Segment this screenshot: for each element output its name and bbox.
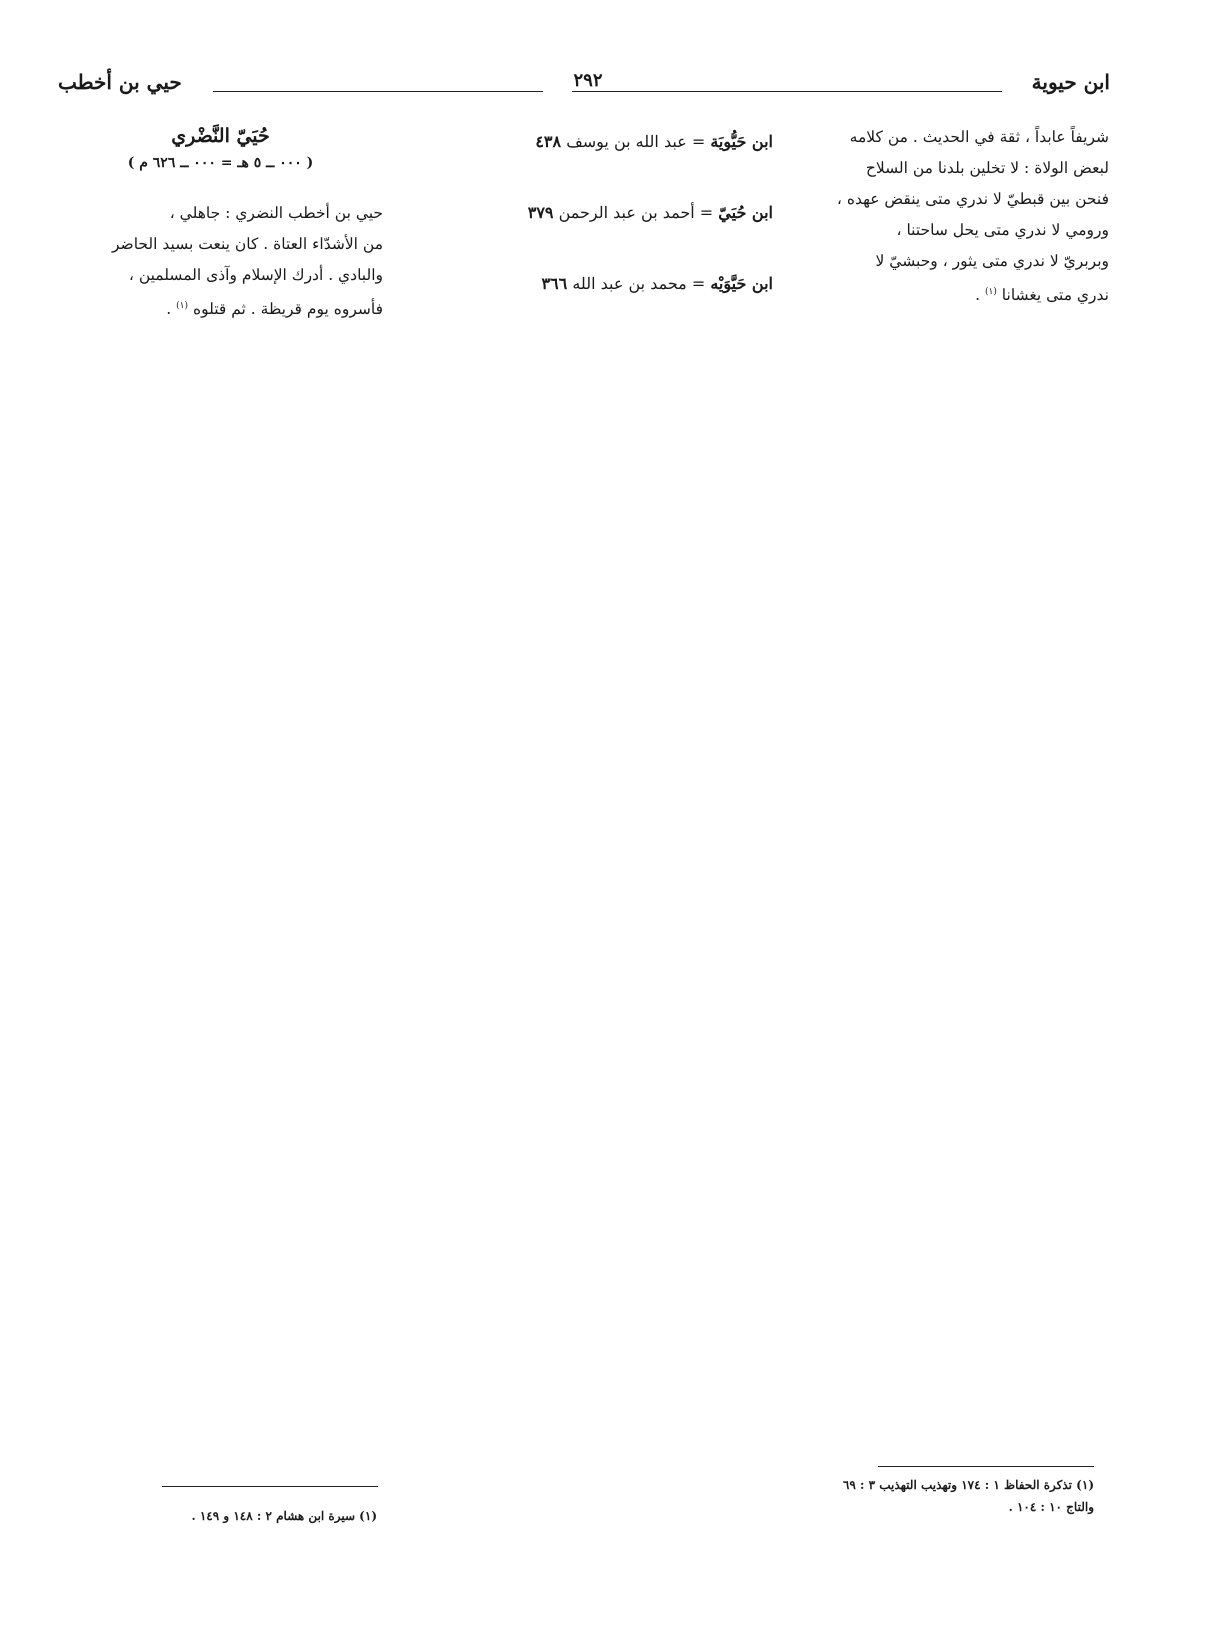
text-line: حيي بن أخطب النضري : جاهلي ، — [169, 204, 383, 222]
footnote-left — [192, 1505, 378, 1527]
footnote-marker: (١) — [984, 287, 997, 297]
footnote-rule-right — [878, 1466, 1094, 1467]
text-line: فنحن بين قبطيّ لا ندري متى ينقض عهده ، — [836, 190, 1109, 208]
xref-name: ابن حَيَّوَيْه — [710, 274, 773, 293]
text-line: من الأشدّاء العتاة . كان ينعت بسيد الحاضر — [111, 235, 383, 253]
xref-page: ٣٦٦ — [541, 274, 568, 293]
footnote-line: والتاج ١٠ : ١٠٤ . — [1008, 1500, 1094, 1514]
footnote-marker: (١) — [176, 301, 189, 311]
cross-reference-entry — [465, 268, 773, 299]
running-title-right: ابن حيوية — [1031, 70, 1110, 94]
text-line: والبادي . أدرك الإسلام وآذى المسلمين ، — [128, 266, 383, 284]
xref-target: = عبد الله بن يوسف — [566, 132, 706, 151]
xref-target: = أحمد بن عبد الرحمن — [558, 203, 714, 222]
page-number: ٢٩٢ — [573, 70, 603, 91]
xref-page: ٣٧٩ — [527, 203, 554, 222]
text-line: شريفاً عابداً ، ثقة في الحديث . من كلامه — [849, 128, 1109, 146]
end-mark: . — [166, 300, 172, 319]
text-line: ورومي لا ندري متى يحل ساحتنا ، — [896, 221, 1109, 239]
xref-target: = محمد بن عبد الله — [572, 274, 706, 293]
page-header — [58, 70, 1110, 104]
cross-reference-column — [465, 122, 773, 299]
text-line: وبربريّ لا ندري متى يثور ، وحبشيّ لا — [875, 252, 1109, 270]
footnote-line: (١) سيرة ابن هشام ٢ : ١٤٨ و ١٤٩ . — [191, 1509, 377, 1523]
text-line: ندري متى يغشانا — [1001, 286, 1109, 305]
entry-column — [58, 122, 383, 325]
xref-name: ابن حُيَيّ — [718, 203, 773, 222]
text-line-last — [58, 291, 383, 325]
footnote-right — [843, 1474, 1094, 1518]
footnote-rule-left — [162, 1486, 378, 1487]
running-title-left: حيي بن أخطب — [58, 70, 182, 94]
xref-name: ابن حَيُّويَة — [710, 132, 773, 151]
entry-title: حُيَيّ النَّضْري — [171, 125, 270, 147]
text-line: فأسروه يوم قريظة . ثم قتلوه — [192, 300, 383, 319]
text-line: لبعض الولاة : لا تخلين بلدنا من السلاح — [865, 159, 1109, 177]
entry-dates: ( ٠٠٠ ــ ٥ هـ = ٠٠٠ ــ ٦٢٦ م ) — [127, 155, 314, 171]
header-rule-left — [213, 91, 543, 92]
cross-reference-entry — [465, 126, 773, 157]
right-column-text — [789, 122, 1109, 311]
cross-reference-entry — [465, 197, 773, 228]
text-line-last — [789, 277, 1109, 311]
end-mark: . — [975, 286, 981, 305]
footnote-line: (١) تذكرة الحفاظ ١ : ١٧٤ وتهذيب التهذيب ٣ : ٦٩ — [842, 1478, 1094, 1492]
xref-page: ٤٣٨ — [535, 132, 562, 151]
header-rule-right — [572, 91, 1002, 92]
